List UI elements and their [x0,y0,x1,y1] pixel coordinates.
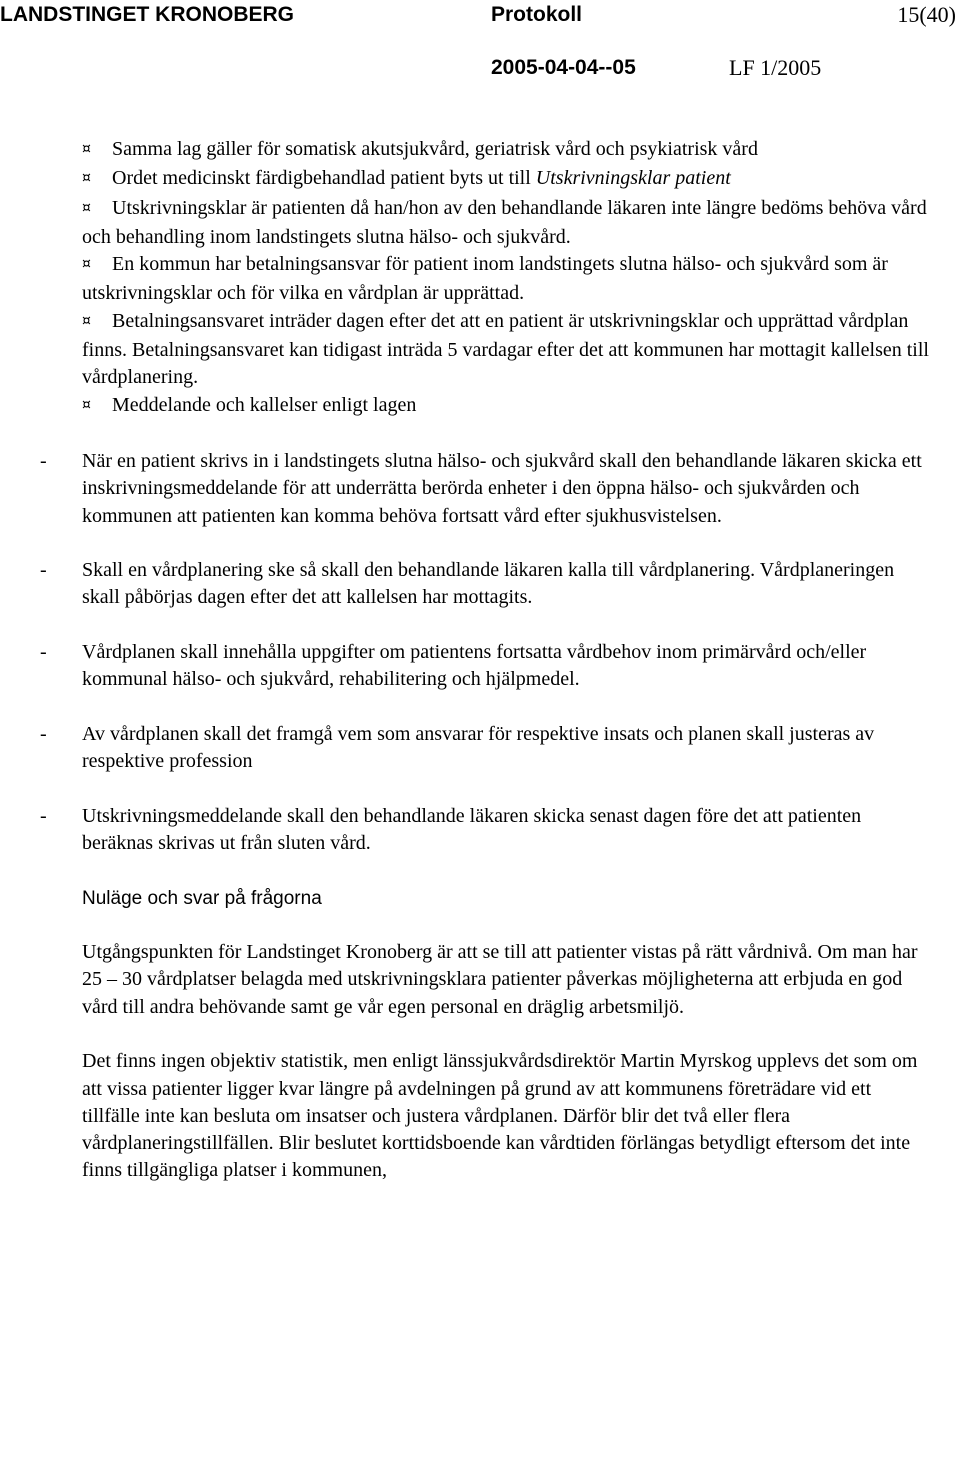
bullet-text-italic: Utskrivningsklar patient [535,167,731,190]
dash-text: Utskrivningsmeddelande skall den behandlande läkaren skicka senast dagen före det att patienten beräknas skrivas ut från sluten vård. [82,804,862,855]
bullet-symbol: ¤ [82,312,91,329]
dash-symbol: - [40,804,47,827]
document-type: Protokoll [491,3,583,26]
dash-symbol: - [40,641,47,664]
dash-item [40,448,932,530]
document-body [40,136,932,1212]
bullet-symbol: ¤ [82,396,91,413]
section-heading: Nuläge och svar på frågorna [82,887,322,909]
bullet-symbol: ¤ [82,256,91,273]
document-reference: LF 1/2005 [729,55,822,80]
dash-item [40,803,932,858]
bullet-item [82,308,932,392]
dash-list [40,448,932,857]
bullet-text: Ordet medicinskt färdigbehandlad patient byts ut till [112,167,536,190]
bullet-item [82,392,932,421]
bullet-item [82,136,932,165]
bullet-text: En kommun har betalningsansvar för patient inom landstingets slutna hälso- och sjukvård som är utskrivningsklar och för vilka en vårdplan är upprättad. [82,253,888,305]
bullet-text: Utskrivningsklar är patienten då han/hon av den behandlande läkaren inte längre bedöms behöva vård och behandling inom landstingets slutna hälso- och sjukvård. [82,196,927,248]
paragraph: Utgångspunkten för Landstinget Kronoberg är att se till att patienter vistas på rätt vårdnivå. Om man har 25 – 30 vårdplatser belagda med utskrivningsklara patienter påverkas möjligheterna att erbjuda en god vård till andra behövande samt ge vår egen personal en dräglig arbetsmiljö. [82,941,918,1018]
dash-text: Vårdplanen skall innehålla uppgifter om patientens fortsatta vårdbehov inom primärvård och/eller kommunal hälso- och sjukvård, rehabilitering och hjälpmedel. [82,641,867,691]
meeting-date: 2005-04-04--05 [491,56,636,79]
dash-item [40,557,932,612]
bullet-symbol: ¤ [82,141,91,157]
paragraph: Det finns ingen objektiv statistik, men enligt länssjukvårdsdirektör Martin Myrskog upplevs det som om att vissa patienter ligger kvar längre på avdelningen på grund av att kommunens företrädare vid ett tillfälle inte kan besluta om insatser och justera vårdplanen. Därför blir det två eller flera vårdplaneringstillfällen. Blir beslutet korttidsboende kan vårdtiden förlängas betydligt eftersom det inte finns tillgängliga platser i kommunen, [82,1050,918,1182]
dash-symbol: - [40,722,47,745]
dash-text: Av vårdplanen skall det framgå vem som ansvarar för respektive insats och planen skall justeras av respektive profession [82,722,875,773]
dash-text: När en patient skrivs in i landstingets slutna hälso- och sjukvård skall den behandlande läkaren skicka ett inskrivningsmeddelande för att underrätta berörda enheter i den öppna hälso- och sjukvården och kommunen att patienten kan komma behöva fortsatt vård efter sjukhusvistelsen. [82,449,922,527]
bullet-text: Meddelande och kallelser enligt lagen [112,393,417,416]
bullet-item [82,165,932,194]
dash-symbol: - [40,449,47,472]
bullet-symbol: ¤ [82,170,91,187]
bullet-item [82,251,932,308]
dash-item [40,639,932,694]
dash-item [40,721,932,776]
page-number: 15(40) [897,2,956,27]
dash-symbol: - [40,559,47,582]
bullet-text: Samma lag gäller för somatisk akutsjukvård, geriatrisk vård och psykiatrisk vård [112,138,758,160]
bullet-text: Betalningsansvaret inträder dagen efter det att en patient är utskrivningsklar och upprättad vårdplan finns. Betalningsansvaret kan tidigast inträda 5 vardagar efter det att kommunen har mottagit kallelsen till vårdplanering. [82,309,929,389]
bullet-symbol: ¤ [82,199,91,216]
bullet-list [82,136,932,421]
bullet-item [82,195,932,252]
organization-name: LANDSTINGET KRONOBERG [0,3,294,26]
dash-text: Skall en vårdplanering ske så skall den behandlande läkaren kalla till vårdplanering. Vårdplaneringen skall påbörjas dagen efter det att kallelsen har mottagits. [82,559,895,609]
